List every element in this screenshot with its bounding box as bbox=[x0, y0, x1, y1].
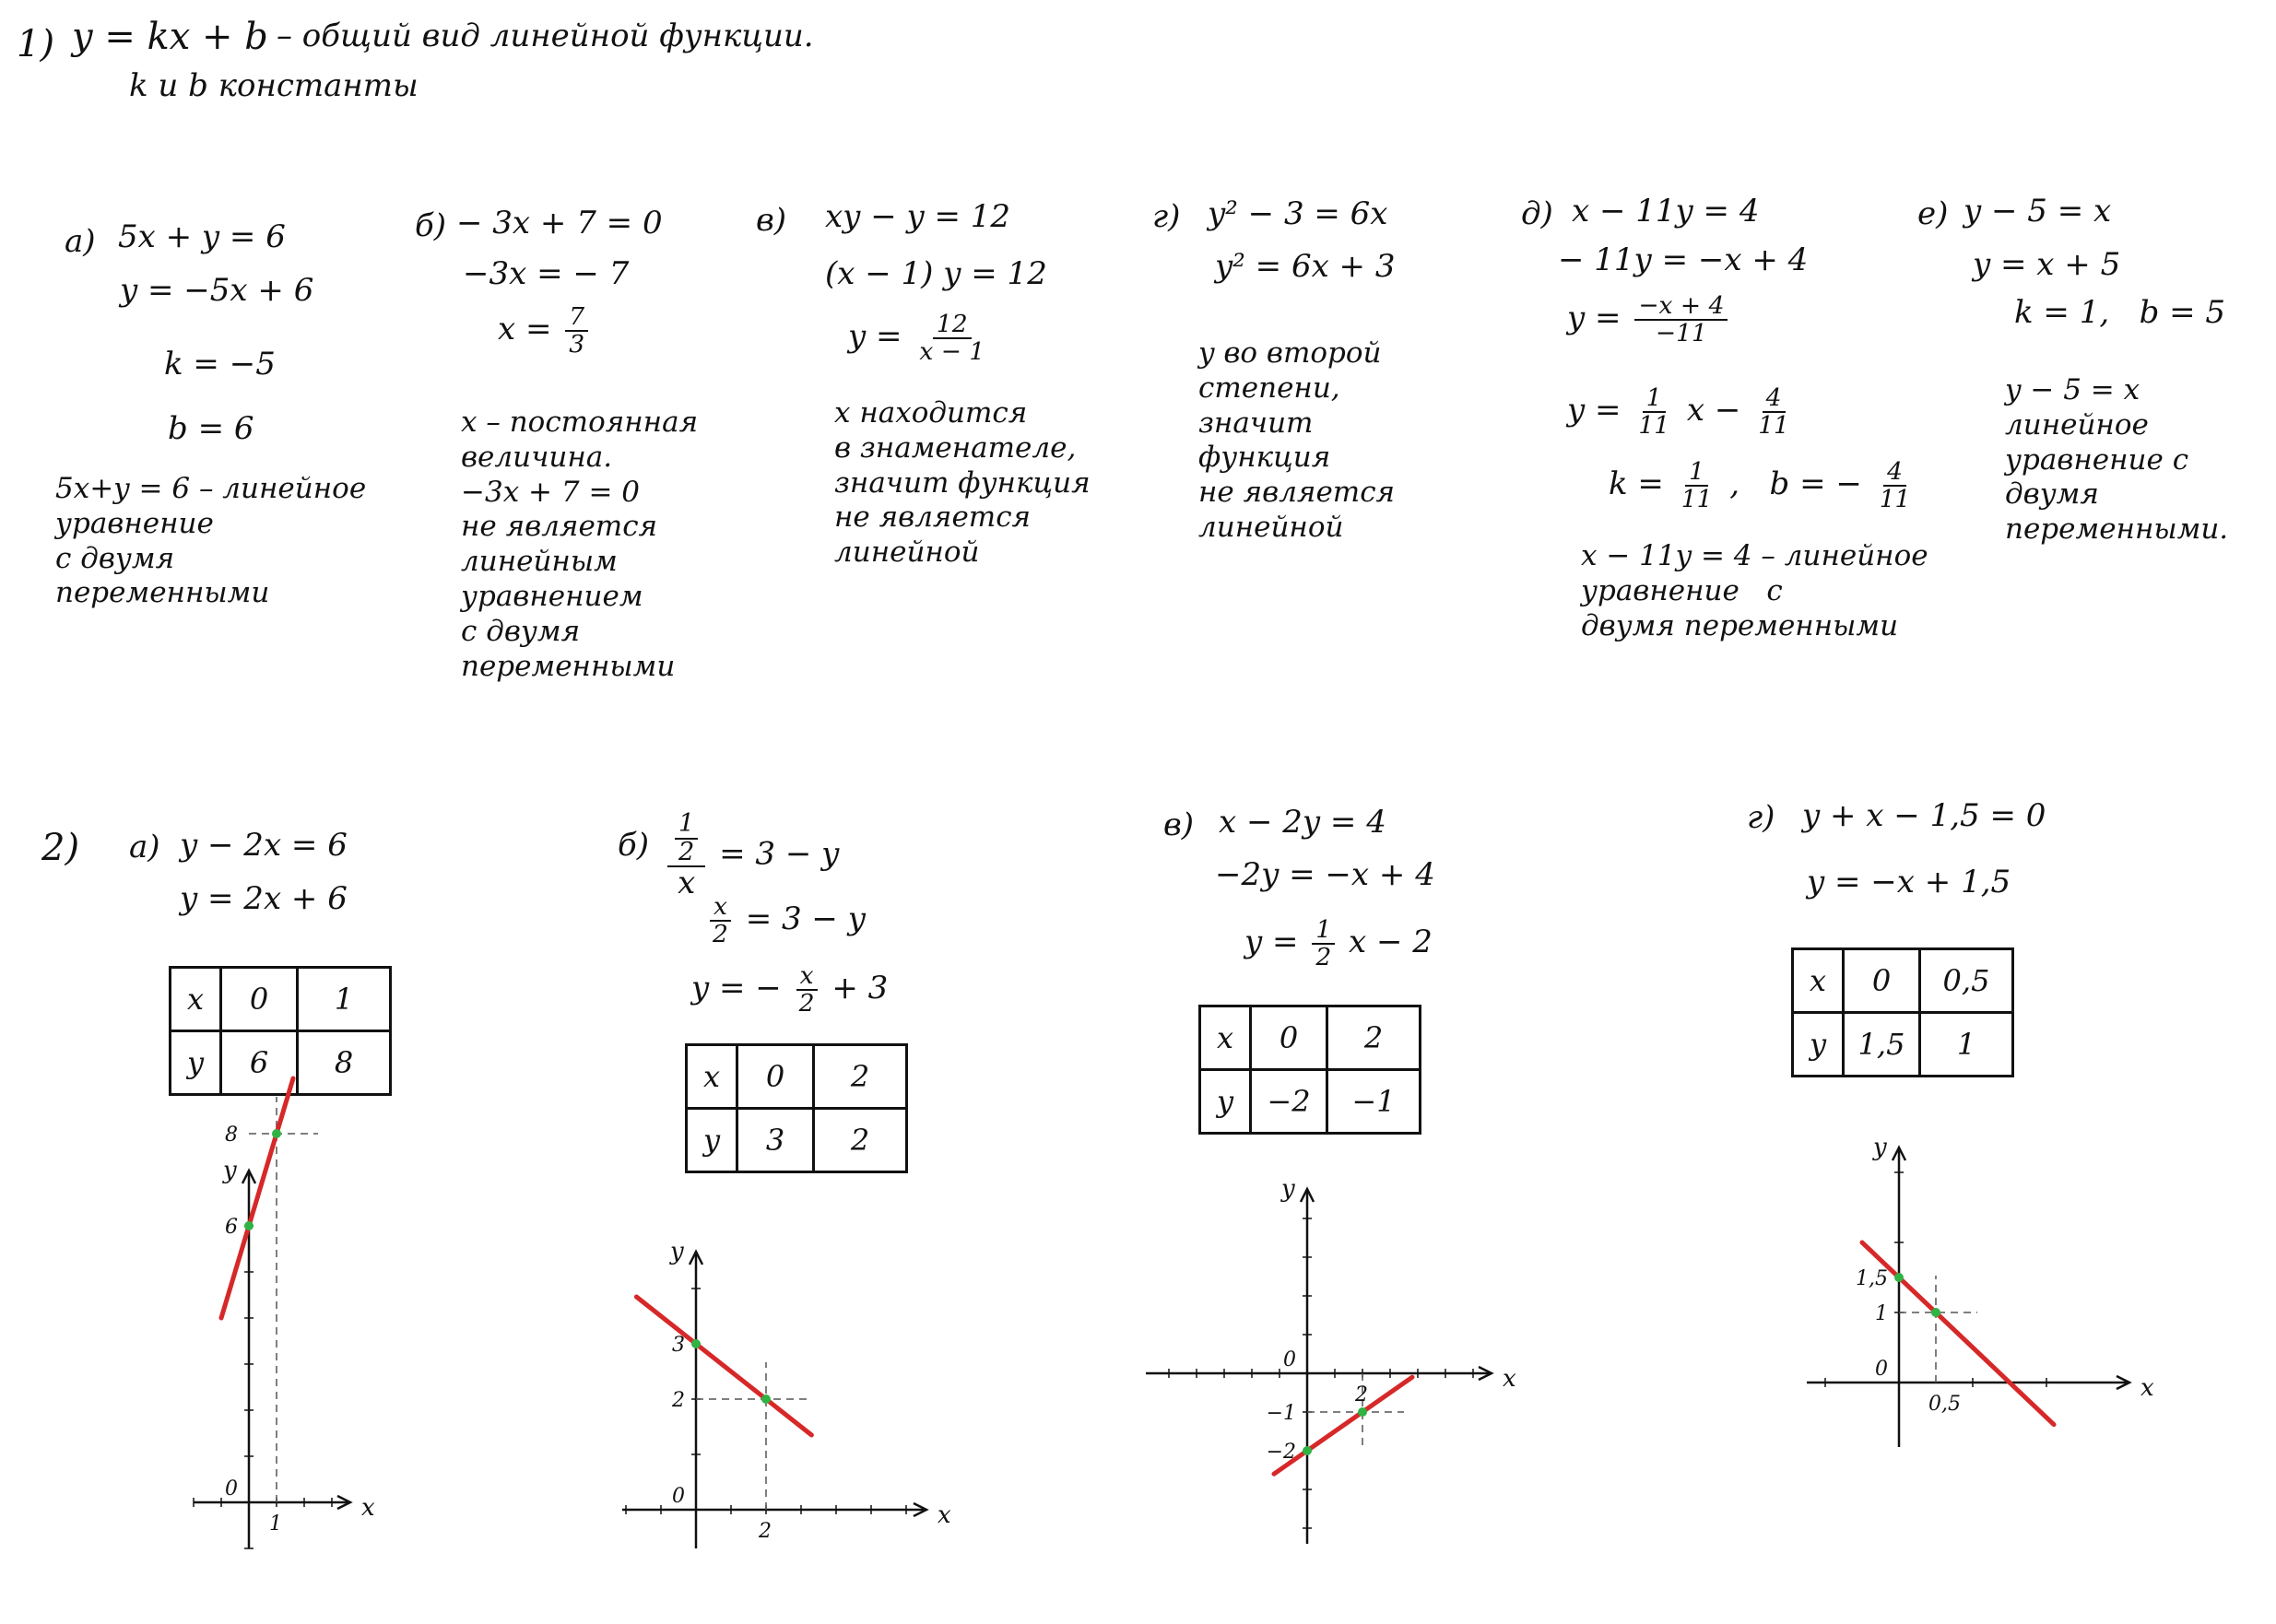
s1d-l5-den2: 11 bbox=[1879, 484, 1911, 513]
s2a-line-2: y = 2x + 6 bbox=[180, 880, 348, 917]
graph-0-y-label: y bbox=[223, 1157, 237, 1184]
s2b-table-x-0: 0 bbox=[737, 1045, 814, 1109]
s2v-l3-pre: y = bbox=[1244, 923, 1299, 960]
s1d-l4-den1: 11 bbox=[1638, 410, 1670, 440]
s1v-letter: в) bbox=[756, 202, 787, 239]
s2b-l2-den: 2 bbox=[713, 919, 728, 948]
graph-0-function-line bbox=[221, 1078, 293, 1318]
s1d-l5-den1: 11 bbox=[1680, 484, 1713, 513]
graph-0-y-tick-label: 6 bbox=[225, 1216, 238, 1239]
graph-3-x-tick-label: 0,5 bbox=[1928, 1393, 1961, 1416]
s1a-note: 5x+y = 6 – линейное уравнение с двумя переменными bbox=[55, 472, 367, 610]
graph-2-y-label: y bbox=[1281, 1175, 1295, 1203]
s2g-table-y-label: y bbox=[1793, 1013, 1844, 1077]
s2b-table-x-label: x bbox=[687, 1045, 737, 1109]
s1a-line-3: k = −5 bbox=[164, 346, 276, 382]
s1d-letter: д) bbox=[1521, 195, 1553, 232]
s2g-table-x-0: 0 bbox=[1844, 949, 1920, 1013]
s1g-letter: г) bbox=[1152, 198, 1181, 235]
s1b-frac-prefix: x = bbox=[498, 310, 552, 347]
graph-3-y-tick-label: 1 bbox=[1875, 1302, 1888, 1325]
graph-1-x-label: x bbox=[938, 1501, 951, 1529]
s2b-l1-inner-num: 1 bbox=[675, 811, 698, 840]
graph-3-point-0 bbox=[1894, 1273, 1904, 1282]
s1a-line-1: 5x + y = 6 bbox=[118, 218, 286, 255]
s2g-line-1: y + x − 1,5 = 0 bbox=[1802, 797, 2046, 834]
graph-0-x-tick-label: 1 bbox=[269, 1512, 282, 1536]
s1d-note: x − 11y = 4 – линейное уравнение с двумя переменными bbox=[1581, 539, 1928, 642]
s1v-line-1: xy − y = 12 bbox=[825, 198, 1011, 235]
s1v-note: x находится в знаменателе, значит функция не является линейной bbox=[834, 396, 1091, 570]
s2a-table-y-label: y bbox=[171, 1031, 221, 1095]
graph-0-origin-label: 0 bbox=[225, 1477, 238, 1500]
constants-note: k и b константы bbox=[129, 67, 419, 104]
graph-2-point-0 bbox=[1303, 1446, 1312, 1455]
s1d-l4-num1: 1 bbox=[1643, 385, 1666, 413]
s2v-table-y-0: −2 bbox=[1251, 1070, 1327, 1134]
s1b-letter: б) bbox=[415, 207, 447, 244]
graph-2-origin-label: 0 bbox=[1283, 1348, 1296, 1371]
graph-0-y-tick-label: 8 bbox=[225, 1124, 238, 1147]
graph-2-x-tick-label: 2 bbox=[1355, 1383, 1368, 1406]
s2b-table-y-0: 3 bbox=[737, 1109, 814, 1172]
s2a-table-x-0: 0 bbox=[221, 968, 298, 1031]
graph-0-point-1 bbox=[272, 1129, 281, 1138]
graph-3-x-label: x bbox=[2140, 1374, 2154, 1402]
s2a-table-x-1: 1 bbox=[298, 968, 391, 1031]
graph-3-point-1 bbox=[1931, 1308, 1940, 1317]
s2v-l3-num: 1 bbox=[1312, 917, 1335, 945]
s2a-table-x-label: x bbox=[171, 968, 221, 1031]
s2v-table-x-label: x bbox=[1200, 1006, 1251, 1070]
s2v-table-x-0: 0 bbox=[1251, 1006, 1327, 1070]
graph-2-y-tick-label: −2 bbox=[1266, 1441, 1296, 1464]
s2b-l3-tail: + 3 bbox=[831, 969, 889, 1006]
s2b-l2-num: x bbox=[710, 894, 731, 922]
s1d-frac-num: −x + 4 bbox=[1634, 293, 1728, 321]
graph-1-point-0 bbox=[691, 1339, 701, 1348]
s2v-l3-den: 2 bbox=[1315, 942, 1332, 971]
s1d-l5-num1: 1 bbox=[1685, 459, 1708, 487]
s1v-frac-num: 12 bbox=[933, 312, 972, 339]
s1e-line-1: y − 5 = x bbox=[1963, 193, 2112, 229]
s2b-letter: б) bbox=[618, 827, 650, 864]
s1b-frac-num: 7 bbox=[565, 304, 588, 332]
s2g-line-2: y = −x + 1,5 bbox=[1807, 864, 2011, 900]
s1e-line-2: y = x + 5 bbox=[1973, 246, 2121, 283]
graph-3-origin-label: 0 bbox=[1875, 1358, 1888, 1381]
s1d-l4-num2: 4 bbox=[1763, 385, 1786, 413]
s1b-note: x – постоянная величина. −3x + 7 = 0 не является линейным уравнением с двумя переменными bbox=[461, 406, 699, 683]
s1g-line-2: y² = 6x + 3 bbox=[1215, 248, 1396, 285]
s2b-l1-tail: = 3 − y bbox=[719, 835, 840, 873]
linear-definition: y = kx + b bbox=[72, 16, 268, 58]
s1d-l5-num2: 4 bbox=[1883, 459, 1906, 487]
s2v-table-y-1: −1 bbox=[1327, 1070, 1421, 1134]
s1v-frac-prefix: y = bbox=[848, 317, 902, 355]
s1d-l5-pre: k = bbox=[1609, 465, 1664, 502]
s1a-line-2: y = −5x + 6 bbox=[120, 272, 314, 309]
graph-2-x-label: x bbox=[1503, 1365, 1516, 1393]
s1d-l4-pre: y = bbox=[1567, 391, 1622, 429]
s1e-line-3: k = 1, b = 5 bbox=[2014, 294, 2226, 331]
s2g-table-y-0: 1,5 bbox=[1844, 1013, 1920, 1077]
s1b-line-2: −3x = − 7 bbox=[463, 255, 630, 292]
s2g-table-x-label: x bbox=[1793, 949, 1844, 1013]
s1a-letter: а) bbox=[65, 223, 96, 260]
graph-1-function-line bbox=[636, 1297, 811, 1435]
section2-number: 2) bbox=[41, 827, 80, 869]
linear-definition-text: – общий вид линейной функции. bbox=[277, 18, 814, 54]
s2b-l3-num: x bbox=[796, 963, 818, 991]
graph-2-function-line bbox=[1274, 1377, 1412, 1474]
graph-2-point-1 bbox=[1358, 1407, 1367, 1417]
s2b-l1-inner-den: 2 bbox=[678, 837, 695, 866]
graph-1-y-tick-label: 3 bbox=[672, 1334, 685, 1357]
section1-number: 1) bbox=[17, 23, 55, 65]
s1e-note: y − 5 = x линейное уравнение с двумя переменными. bbox=[2005, 373, 2229, 547]
s2b-l3-den: 2 bbox=[798, 988, 815, 1018]
s2v-table-y-label: y bbox=[1200, 1070, 1251, 1134]
s2a-letter: а) bbox=[129, 829, 160, 865]
s1a-line-4: b = 6 bbox=[168, 410, 254, 447]
s2b-table-x-1: 2 bbox=[814, 1045, 907, 1109]
s2v-letter: в) bbox=[1163, 806, 1195, 843]
graph-3-y-tick-label: 1,5 bbox=[1856, 1267, 1888, 1290]
s1v-frac-den: x − 1 bbox=[919, 336, 985, 366]
s2a-table-y-0: 6 bbox=[221, 1031, 298, 1095]
graph-1-origin-label: 0 bbox=[672, 1485, 685, 1508]
s2g-letter: г) bbox=[1747, 799, 1775, 836]
graph-3-y-label: y bbox=[1873, 1134, 1887, 1161]
s2b-l1-den: x bbox=[678, 865, 696, 902]
s2b-l3-pre: y = − bbox=[691, 969, 782, 1006]
s1d-line-1: x − 11y = 4 bbox=[1572, 193, 1760, 229]
graph-1-x-tick-label: 2 bbox=[759, 1520, 772, 1543]
s1g-line-1: y² − 3 = 6x bbox=[1208, 195, 1388, 232]
s2b-l2-tail: = 3 − y bbox=[745, 900, 866, 937]
s1b-line-1: − 3x + 7 = 0 bbox=[456, 205, 663, 241]
graph-0-point-0 bbox=[244, 1221, 254, 1230]
s1v-line-2: (x − 1) y = 12 bbox=[825, 255, 1047, 292]
s1b-frac-den: 3 bbox=[569, 329, 585, 359]
s1g-note: y во второй степени, значит функция не является линейной bbox=[1198, 336, 1396, 545]
s1d-l5-mid: , b = − bbox=[1729, 465, 1862, 502]
s1d-frac-prefix: y = bbox=[1567, 299, 1622, 336]
s2b-table-y-1: 2 bbox=[814, 1109, 907, 1172]
s1d-frac-den: −11 bbox=[1655, 318, 1707, 347]
s1e-letter: е) bbox=[1917, 195, 1949, 232]
s2v-l3-tail: x − 2 bbox=[1349, 923, 1433, 960]
s2a-table-y-1: 8 bbox=[298, 1031, 391, 1095]
graph-1-y-tick-label: 2 bbox=[672, 1389, 685, 1412]
s1d-line-2: − 11y = −x + 4 bbox=[1558, 241, 1809, 278]
s2a-line-1: y − 2x = 6 bbox=[180, 827, 348, 864]
s2v-line-1: x − 2y = 4 bbox=[1219, 804, 1386, 841]
graph-1-y-label: y bbox=[670, 1238, 684, 1265]
s2g-table-x-1: 0,5 bbox=[1920, 949, 2013, 1013]
s1d-l4-den2: 11 bbox=[1758, 410, 1789, 440]
s2v-table-x-1: 2 bbox=[1327, 1006, 1421, 1070]
s1d-l4-mid: x − bbox=[1686, 391, 1741, 429]
graph-1-point-1 bbox=[761, 1395, 771, 1404]
s2g-table-y-1: 1 bbox=[1920, 1013, 2013, 1077]
s2b-table-y-label: y bbox=[687, 1109, 737, 1172]
graph-0-x-label: x bbox=[361, 1494, 375, 1522]
s2v-line-2: −2y = −x + 4 bbox=[1215, 856, 1435, 893]
graph-2-y-tick-label: −1 bbox=[1266, 1402, 1296, 1425]
